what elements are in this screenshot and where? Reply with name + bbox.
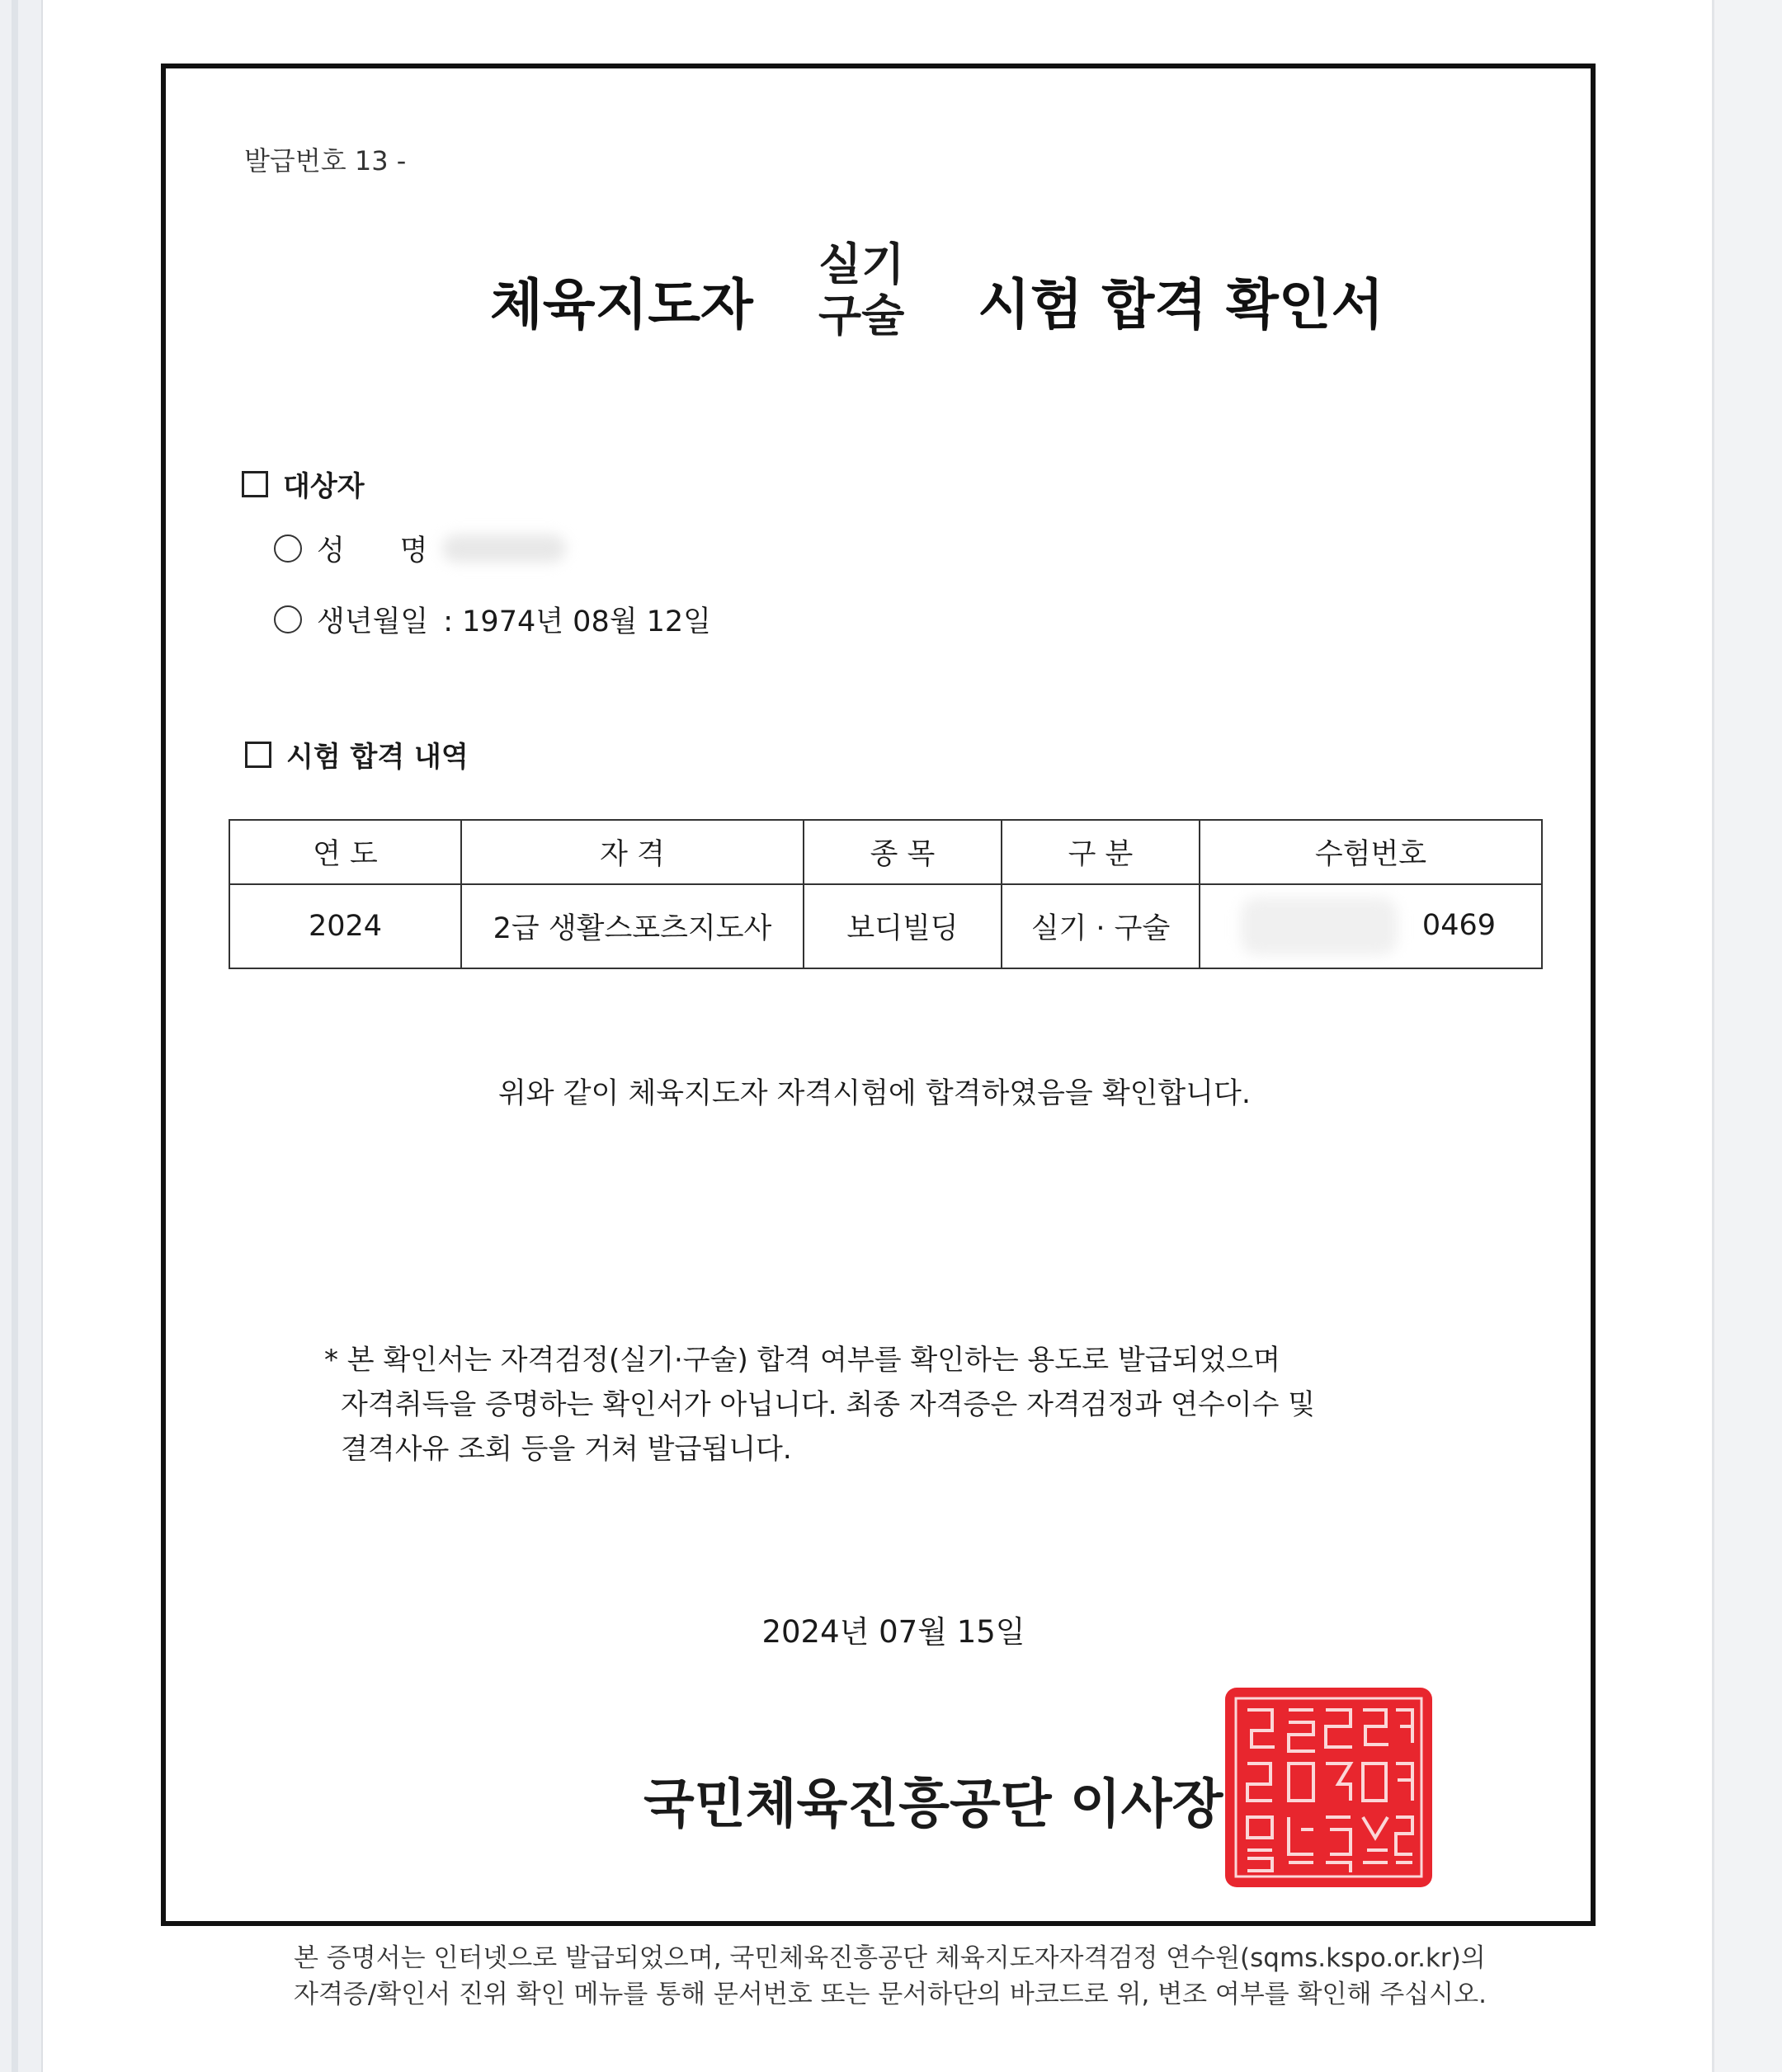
table-header-row (229, 820, 1542, 884)
birth-label: 생년월일 (317, 605, 429, 638)
section-subject-heading: 대상자 (283, 470, 365, 503)
col-year: 연 도 (229, 820, 461, 884)
issue-number-label: 발급번호 (244, 145, 346, 177)
result-table (229, 819, 1543, 969)
title-suffix: 시험 합격 확인서 (978, 273, 1384, 337)
table-row (229, 884, 1542, 968)
exam-number-suffix: 0469 (1421, 909, 1496, 942)
cell-qualification: 2급 생활스포츠지도사 (461, 884, 804, 968)
cell-category: 실기 · 구술 (1002, 884, 1200, 968)
official-seal-stamp (1223, 1685, 1435, 1890)
redacted-exam-number (1241, 897, 1398, 955)
redacted-name (442, 534, 566, 563)
circle-bullet-icon (274, 534, 302, 563)
checkbox-square-icon (242, 471, 268, 497)
title-stack-top: 실기 (818, 238, 905, 290)
col-event: 종 목 (804, 820, 1002, 884)
birth-row (274, 599, 711, 640)
cell-year: 2024 (229, 884, 461, 968)
footer-line: 본 증명서는 인터넷으로 발급되었으며, 국민체육진흥공단 체육지도자자격검정 연수원(sqms.kspo.or.kr)의 (294, 1943, 1486, 1973)
section-result (245, 734, 469, 775)
section-subject (242, 464, 365, 504)
issue-date: 2024년 07월 15일 (761, 1614, 1025, 1650)
verification-footer (294, 1940, 1487, 2013)
notice-line: 자격취득을 증명하는 확인서가 아닙니다. 최종 자격증은 자격검정과 연수이수 및 (341, 1388, 1316, 1421)
right-scrollbar-area (1712, 0, 1782, 2072)
confirmation-statement: 위와 같이 체육지도자 자격시험에 합격하였음을 확인합니다. (497, 1077, 1251, 1110)
checkbox-square-icon (245, 742, 271, 768)
title-exam-type (818, 239, 904, 341)
title-stack-bottom: 구술 (818, 290, 905, 341)
section-result-heading: 시험 합격 내역 (286, 741, 469, 774)
issue-number (244, 140, 406, 178)
birth-value: : 1974년 08월 12일 (443, 605, 711, 638)
col-qualification: 자 격 (461, 820, 804, 884)
col-exam-number: 수험번호 (1200, 820, 1542, 884)
col-category: 구 분 (1002, 820, 1200, 884)
title-prefix: 체육지도자 (490, 273, 753, 337)
cell-event: 보디빌딩 (804, 884, 1002, 968)
circle-bullet-icon (274, 605, 302, 633)
issuer-name: 국민체육진흥공단 이사장 (644, 1774, 1223, 1835)
name-row (274, 528, 566, 569)
footer-line: 자격증/확인서 진위 확인 메뉴를 통해 문서번호 또는 문서하단의 바코드로 위, 변조 여부를 확인해 주십시오. (294, 1980, 1487, 2009)
cell-exam-number (1200, 884, 1542, 968)
name-label: 성 명 (317, 534, 428, 567)
notice (324, 1338, 1397, 1472)
notice-line: 결격사유 조회 등을 거쳐 발급됩니다. (341, 1433, 792, 1466)
issue-number-value: 13 - (354, 145, 407, 177)
notice-line: * 본 확인서는 자격검정(실기·구술) 합격 여부를 확인하는 용도로 발급되었으며 (324, 1344, 1280, 1377)
left-window-edge (0, 0, 43, 2072)
